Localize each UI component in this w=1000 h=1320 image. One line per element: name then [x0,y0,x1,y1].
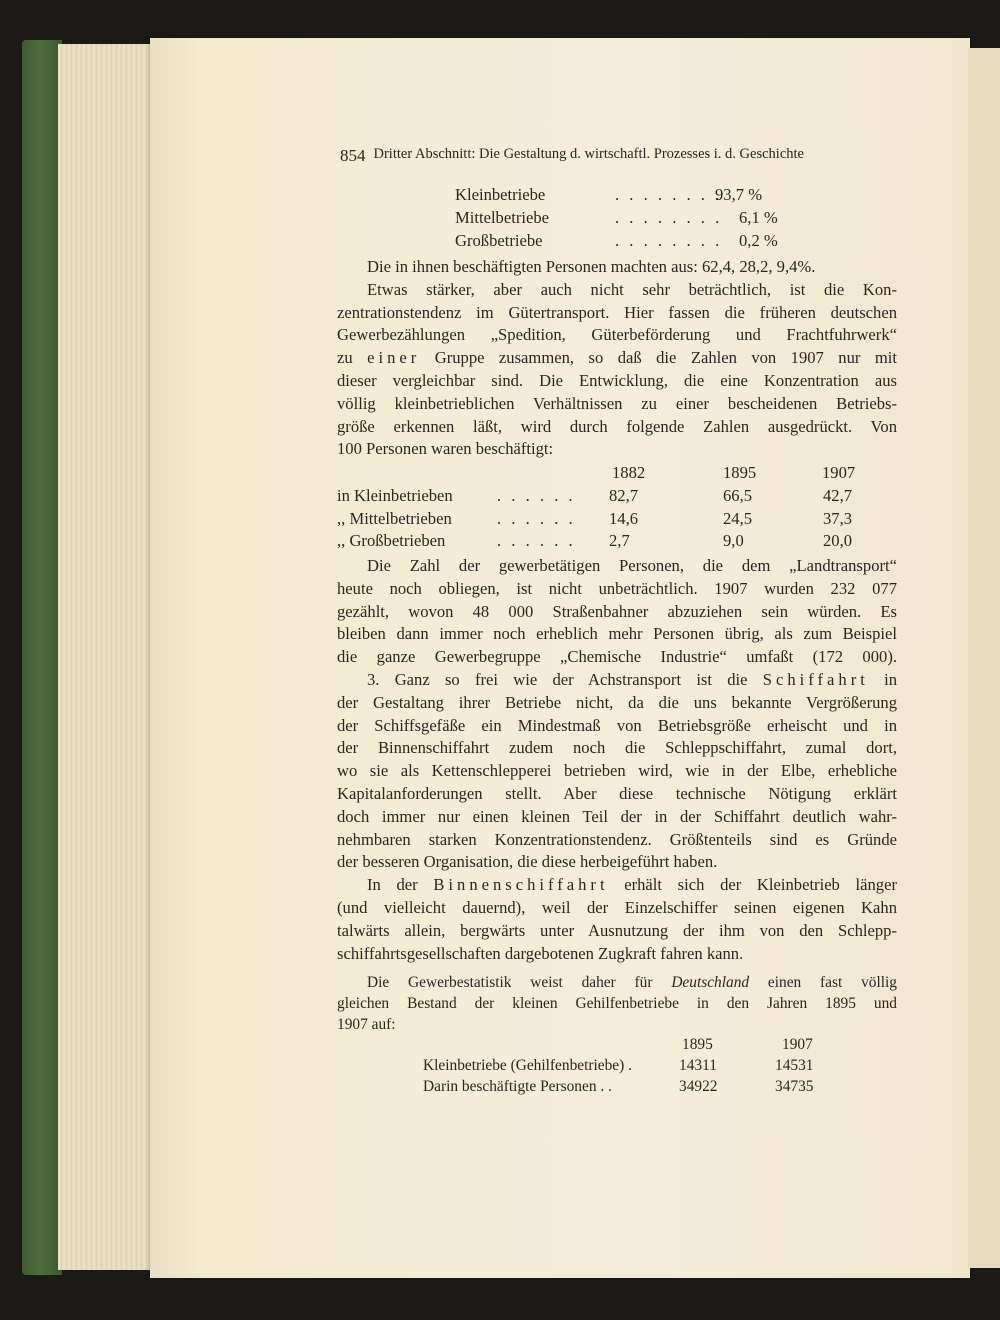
table-row [337,485,897,508]
text-line: gleichen Bestand der kleinen Gehilfenbetriebe in den Jahren 1895 und [337,995,897,1012]
table-row [337,508,897,531]
text-span: zu [337,348,368,368]
row-label: in Kleinbetrieben [337,485,453,505]
text-line: heute noch obliegen, ist nicht unbeträchtlich. 1907 wurden 232 077 [337,578,897,598]
row-label: Darin beschäftigte Personen . . [423,1078,612,1095]
text-line: völlig kleinbetrieblichen Verhältnissen zu einer bescheidenen Betriebs- [337,393,897,413]
table-value: 2,7 [609,531,630,551]
table-spacer [337,1034,682,1055]
table-header-row [337,462,897,485]
table-value: 24,5 [723,508,753,528]
text-line: Etwas stärker, aber auch nicht sehr beträchtlich, ist die Kon- [367,279,897,299]
text-span: in [868,669,898,689]
paragraph [337,279,897,302]
text-line: doch immer nur einen kleinen Teil der in der Schiffahrt deutlich wahr- [337,806,897,826]
table-value: 34922 [679,1078,718,1095]
text-line [337,874,897,897]
year-header: 1882 [612,463,646,482]
book-cover-spine [22,40,62,1275]
dot-leader: . . . . . . [497,508,576,528]
year-header: 1907 [782,1036,813,1053]
table-value: 34735 [775,1078,814,1095]
table-value: 82,7 [609,485,639,505]
text-line [337,347,897,370]
text-line: Die Zahl der gewerbetätigen Personen, die dem „Landtransport“ [367,556,897,575]
text-line: wo sie als Kettenschlepperei betrieben wird, wie in der Elbe, erhebliche [337,761,897,781]
table-row: Mittelbetriebe . . . . . . . . 6,1 % [455,207,897,230]
spaced-emphasis: Schiffahrt [762,669,869,689]
row-label: ,, Mittelbetrieben [337,508,452,528]
text-line: 1907 auf: [337,1016,396,1033]
year-header: 1895 [723,463,757,482]
year-header: 1907 [822,463,856,482]
text-line: schiffahrtsgesellschaften dargebotenen Zugkraft fahren kann. [337,943,744,963]
table-value: 66,5 [723,485,753,505]
table-row: Großbetriebe . . . . . . . . 0,2 % [455,230,897,253]
row-label: ,, Großbetrieben [337,531,446,551]
text-span: In der [367,875,434,895]
size-distribution-table [337,184,897,252]
text-span: Gruppe zusammen, so daß die Zahlen von 1907 nur mit [420,348,897,368]
table-value: 6,1 % [739,207,778,227]
dot-leader: . . . . . . . . [615,185,723,204]
text-line [337,972,897,993]
text-span: erhält sich der Kleinbetrieb länger [608,875,897,895]
text-line: größe erkennen läßt, wird durch folgende Zahlen ausgedrückt. Von [337,416,897,436]
running-title: Dritter Abschnitt: Die Gestaltung d. wirtschaftl. Prozesses i. d. Geschichte [373,146,804,162]
transport-table [337,462,897,553]
spaced-emphasis: Binnenschiffahrt [433,875,609,895]
text-line: der besseren Organisation, die diese herbeigeführt haben. [337,852,718,872]
text-line: bleiben dann immer noch erheblich mehr Personen übrig, als zum Beispiel [337,624,897,644]
table-row [423,1076,897,1097]
body-text-1 [337,256,897,461]
table-header-row [337,1034,897,1055]
text-line: Gewerbezählungen „Spedition, Güterbeförderung und Frachtfuhrwerk“ [337,325,897,345]
text-line: der Schiffsgefäße ein Mindestmaß von Betriebsgröße erheischt und in [337,715,897,735]
page-number: 854 [340,146,366,165]
text-line: zentrationstendenz im Gütertransport. Hier fassen die früheren deutschen [337,302,897,322]
text-span: 3. Ganz so frei wie der Achstransport ist die [367,669,763,689]
text-line: der Binnenschiffahrt zudem noch die Schleppschiffahrt, zumal dort, [337,738,897,758]
dot-leader: . . . . . . [497,531,576,551]
table-value: 93,7 % [715,185,763,204]
table-value: 0,2 % [739,230,778,250]
inland-shipping-table [337,1034,897,1097]
paragraph: Die in ihnen beschäftigten Personen machten aus: 62,4, 28,2, 9,4%. [367,257,816,276]
text-line: talwärts allein, bergwärts unter Ausnutzung der ihm von den Schlepp- [337,920,897,940]
text-line: 100 Personen waren beschäftigt: [337,439,554,459]
table-value: 42,7 [823,485,853,505]
text-line: dieser vergleichbar sind. Die Entwicklung, die eine Konzentration aus [337,370,897,390]
table-spacer [337,462,612,485]
dot-leader: . . . . . . [497,485,576,505]
body-text-2 [337,555,897,965]
italic-emphasis: Deutschland [671,974,750,991]
text-span: einen fast völlig [749,974,897,991]
text-line: gezählt, wovon 48 000 Straßenbahner abzuziehen sein würden. Es [337,601,897,621]
table-value: 9,0 [723,531,744,551]
text-line: die ganze Gewerbegruppe „Chemische Industrie“ umfaßt (172 000). [337,647,897,667]
table-row [423,1055,897,1076]
table-value: 14531 [775,1057,814,1074]
spaced-emphasis: einer [367,348,421,368]
year-header: 1895 [682,1036,713,1053]
table-row: Kleinbetriebe . . . . . . . . 93,7 % [455,184,897,207]
row-label: Kleinbetriebe (Gehilfenbetriebe) . [423,1057,632,1074]
running-header [340,146,896,166]
text-line [337,669,897,692]
body-text-small [337,972,897,1035]
text-line: nehmbaren starken Konzentrationstendenz. Größtenteils sind es Gründe [337,829,897,849]
text-line: der Gestaltang ihrer Betriebe nicht, da die uns bekannte Vergrößerung [337,692,897,712]
text-span: Die Gewerbestatistik weist daher für [367,974,672,991]
text-line: (und vielleicht dauernd), weil der Einzelschiffer seinen eigenen Kahn [337,897,897,917]
dot-leader: . . . . . . . . [615,230,723,250]
table-value: 14311 [679,1057,717,1074]
table-value: 14,6 [609,508,639,528]
table-value: 37,3 [823,508,853,528]
table-row [337,530,897,553]
table-value: 20,0 [823,531,853,551]
facing-page-edge [968,48,1000,1268]
text-line: Kapitalanforderungen stellt. Aber diese technische Nötigung erklärt [337,783,897,803]
dot-leader: . . . . . . . . [615,207,723,227]
